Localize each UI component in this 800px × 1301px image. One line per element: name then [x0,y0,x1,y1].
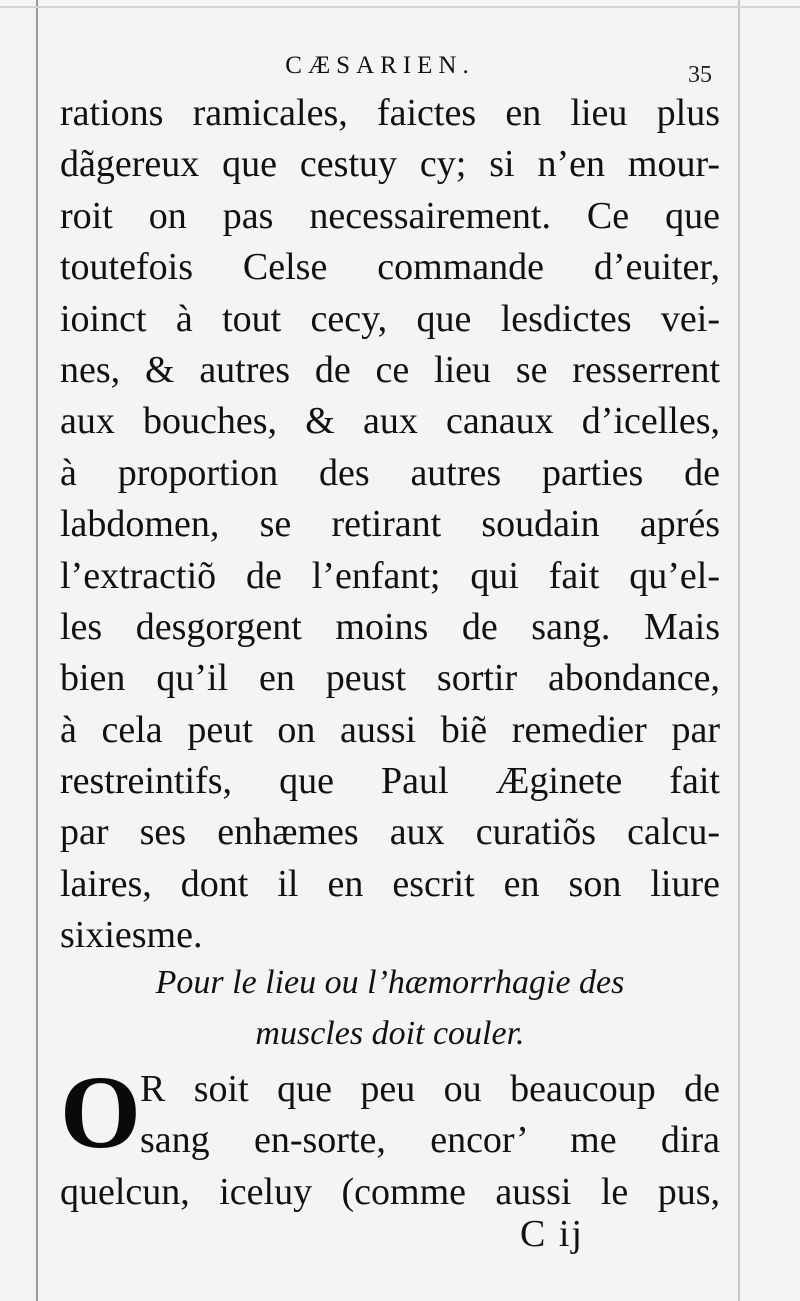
paragraph-2 [60,1055,720,1218]
text-line: laires, dont il en escrit en son liure [60,862,720,905]
page-header [60,52,740,88]
page-edge-line [738,0,740,1301]
text-line: ioinct à tout cecy, que lesdictes vei- [60,297,720,340]
text-line: à proportion des autres parties de [60,451,720,494]
text-line: bien qu’il en peust sortir abondance, [60,657,720,700]
text-line: R soit que peu ou beaucoup de [140,1068,720,1110]
text-line: l’extractiõ de l’enfant; qui fait qu’el- [60,554,720,597]
section-heading-line-1: Pour le lieu ou l’hæmorrhagie des [155,964,625,1001]
text-line: roit on pas necessairement. Ce que [60,194,720,237]
text-line: à cela peut on aussi biẽ remedier par [60,708,720,751]
page-top-edge [0,6,800,8]
text-line: aux bouches, & aux canaux d’icelles, [60,400,720,443]
text-line: toutefois Celse commande d’euiter, [60,246,720,289]
drop-cap-letter: O [60,1055,141,1170]
section-heading-line-2: muscles doit couler. [255,1015,525,1052]
page-number: 35 [688,62,712,88]
text-line: labdomen, se retirant soudain aprés [60,503,720,546]
paragraph-1 [60,88,720,962]
signature-mark: C ij [520,1213,584,1255]
running-title: CÆSARIEN. [285,52,475,79]
text-line: par ses enhæmes aux curatiõs calcu- [60,811,720,854]
text-line: les desgorgent moins de sang. Mais [60,605,720,648]
text-line: rations ramicales, faictes en lieu plus [60,92,720,134]
text-line: dãgereux que cestuy cy; si n’en mour- [60,143,720,186]
text-line: restreintifs, que Paul Æginete fait [60,760,720,803]
page-gutter-line [36,0,38,1301]
text-line: sang en-sorte, encor’ me dira [140,1119,720,1162]
text-line: nes, & autres de ce lieu se resserrent [60,348,720,391]
text-line: quelcun, iceluy (comme aussi le pus, [60,1170,720,1213]
text-line: sixiesme. [60,914,203,957]
